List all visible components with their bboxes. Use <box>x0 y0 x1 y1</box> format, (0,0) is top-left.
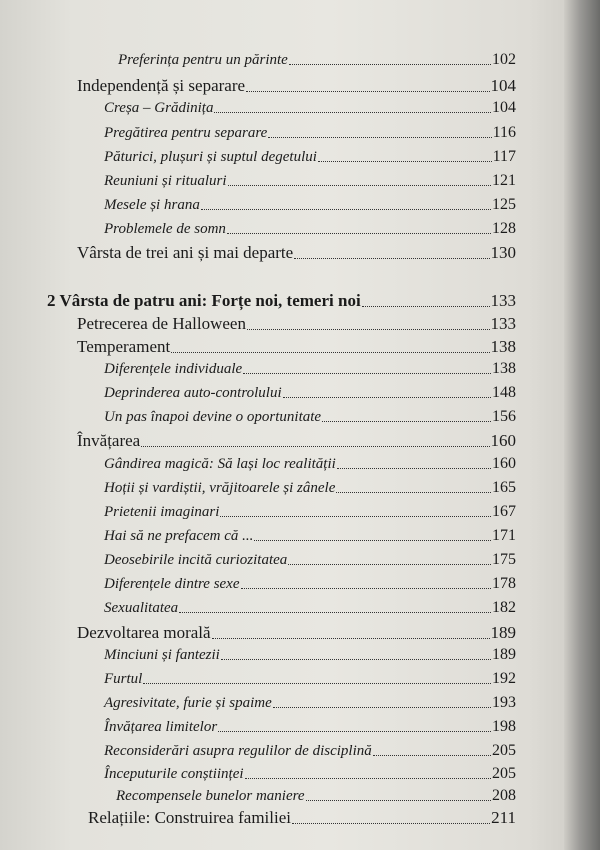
dot-leader <box>273 707 491 708</box>
entry-page: 211 <box>491 808 516 827</box>
entry-page: 208 <box>492 787 516 804</box>
entry-page: 102 <box>492 51 516 68</box>
entry-page: 104 <box>492 99 516 116</box>
dot-leader <box>245 778 491 779</box>
entry-title: Problemele de somn <box>104 221 226 237</box>
entry-title: Diferențele individuale <box>104 361 243 377</box>
toc-entry <box>77 76 516 96</box>
dot-leader <box>228 185 491 186</box>
toc-entry <box>77 623 516 643</box>
dot-leader <box>143 683 491 684</box>
toc-entry <box>77 243 516 263</box>
entry-page: 205 <box>492 765 516 782</box>
entry-title: Petrecerea de Halloween <box>77 314 246 333</box>
dot-leader <box>220 516 491 517</box>
entry-title: Hoții și vardiștii, vrăjitoarele și zânele <box>104 480 336 496</box>
dot-leader <box>322 421 491 422</box>
dot-leader <box>218 731 491 732</box>
entry-title: Furtul <box>104 671 143 687</box>
dot-leader <box>171 352 489 353</box>
entry-page: 133 <box>490 314 516 333</box>
entry-page: 167 <box>492 503 516 520</box>
dot-leader <box>373 755 491 756</box>
dot-leader <box>141 446 489 447</box>
entry-page: 117 <box>492 148 516 165</box>
entry-title: Temperament <box>77 337 171 356</box>
entry-title: Deprinderea auto-controlului <box>104 385 282 401</box>
entry-title: Relațiile: Construirea familiei <box>88 808 291 827</box>
entry-title: Pregătirea pentru separare <box>104 125 268 141</box>
toc-entry <box>88 808 516 828</box>
entry-title: Dezvoltarea morală <box>77 623 211 642</box>
toc-entry <box>104 765 516 783</box>
entry-page: 116 <box>492 124 516 141</box>
dot-leader <box>336 492 491 493</box>
entry-page: 171 <box>492 527 516 544</box>
entry-title: Recompensele bunelor maniere <box>116 788 305 804</box>
entry-title: 2 Vârsta de patru ani: Forțe noi, temeri noi <box>47 291 361 310</box>
toc-entry <box>104 694 516 712</box>
entry-title: Păturici, plușuri și suptul degetului <box>104 149 317 165</box>
dot-leader <box>292 823 490 824</box>
entry-page: 104 <box>490 76 516 95</box>
entry-title: Vârsta de trei ani și mai departe <box>77 243 294 262</box>
entry-title: Deosebirile incită curiozitatea <box>104 552 288 568</box>
entry-title: Începuturile conștiinței <box>104 766 244 782</box>
entry-page: 138 <box>490 337 516 356</box>
entry-title: Creșa – Grădinița <box>104 100 214 116</box>
entry-page: 193 <box>492 694 516 711</box>
entry-title: Preferința pentru un părinte <box>118 52 288 68</box>
entry-page: 160 <box>490 431 516 450</box>
entry-page: 165 <box>492 479 516 496</box>
entry-title: Un pas înapoi devine o oportunitate <box>104 409 322 425</box>
toc-entry <box>104 196 516 214</box>
toc-entry <box>104 718 516 736</box>
toc-entry <box>104 551 516 569</box>
entry-title: Reuniuni și ritualuri <box>104 173 227 189</box>
entry-page: 189 <box>490 623 516 642</box>
toc-entry <box>104 503 516 521</box>
toc-chapter-entry <box>47 291 516 311</box>
dot-leader <box>294 258 489 259</box>
toc-entry <box>116 787 516 805</box>
entry-title: Agresivitate, furie și spaime <box>104 695 272 711</box>
toc-entry <box>104 455 516 473</box>
entry-page: 138 <box>492 360 516 377</box>
dot-leader <box>318 161 492 162</box>
toc-entry <box>104 646 516 664</box>
entry-title: Minciuni și fantezii <box>104 647 220 663</box>
toc-entry <box>104 670 516 688</box>
toc-entry <box>104 148 516 166</box>
toc-entry <box>104 479 516 497</box>
dot-leader <box>241 588 492 589</box>
entry-title: Gândirea magică: Să lași loc realității <box>104 456 336 472</box>
toc-entry <box>77 431 516 451</box>
dot-leader <box>179 612 491 613</box>
dot-leader <box>247 329 490 330</box>
dot-leader <box>337 468 491 469</box>
entry-title: Diferențele dintre sexe <box>104 576 240 592</box>
dot-leader <box>214 112 491 113</box>
entry-page: 121 <box>492 172 516 189</box>
toc-entry <box>104 172 516 190</box>
entry-page: 160 <box>492 455 516 472</box>
dot-leader <box>362 306 490 307</box>
toc-entry <box>77 314 516 334</box>
toc-entry <box>104 124 516 142</box>
entry-title: Învățarea limitelor <box>104 719 218 735</box>
entry-page: 133 <box>490 291 516 310</box>
entry-page: 182 <box>492 599 516 616</box>
toc-entry <box>118 51 516 69</box>
toc-entry <box>104 360 516 378</box>
entry-title: Sexualitatea <box>104 600 179 616</box>
entry-page: 198 <box>492 718 516 735</box>
entry-title: Reconsiderări asupra regulilor de disciplină <box>104 743 372 759</box>
toc-entry <box>104 599 516 617</box>
toc-entry <box>104 527 516 545</box>
dot-leader <box>288 564 491 565</box>
entry-title: Învățarea <box>77 431 141 450</box>
entry-page: 148 <box>492 384 516 401</box>
toc-entry <box>104 408 516 426</box>
entry-page: 205 <box>492 742 516 759</box>
dot-leader <box>243 373 491 374</box>
dot-leader <box>246 91 489 92</box>
entry-page: 189 <box>492 646 516 663</box>
entry-page: 175 <box>492 551 516 568</box>
entry-title: Independență și separare <box>77 76 246 95</box>
entry-page: 130 <box>490 243 516 262</box>
entry-page: 128 <box>492 220 516 237</box>
entry-title: Mesele și hrana <box>104 197 200 213</box>
dot-leader <box>212 638 490 639</box>
entry-page: 178 <box>492 575 516 592</box>
dot-leader <box>289 64 491 65</box>
entry-title: Hai să ne prefacem că ... <box>104 528 254 544</box>
dot-leader <box>306 800 491 801</box>
toc-entry <box>104 575 516 593</box>
dot-leader <box>268 137 491 138</box>
dot-leader <box>201 209 491 210</box>
entry-page: 125 <box>492 196 516 213</box>
entry-page: 192 <box>492 670 516 687</box>
toc-entry <box>104 742 516 760</box>
dot-leader <box>221 659 491 660</box>
entry-page: 156 <box>492 408 516 425</box>
dot-leader <box>254 540 491 541</box>
dot-leader <box>283 397 491 398</box>
toc-entry <box>104 220 516 238</box>
toc-entry <box>104 99 516 117</box>
toc-entry <box>104 384 516 402</box>
dot-leader <box>227 233 491 234</box>
entry-title: Prietenii imaginari <box>104 504 220 520</box>
toc-entry <box>77 337 516 357</box>
